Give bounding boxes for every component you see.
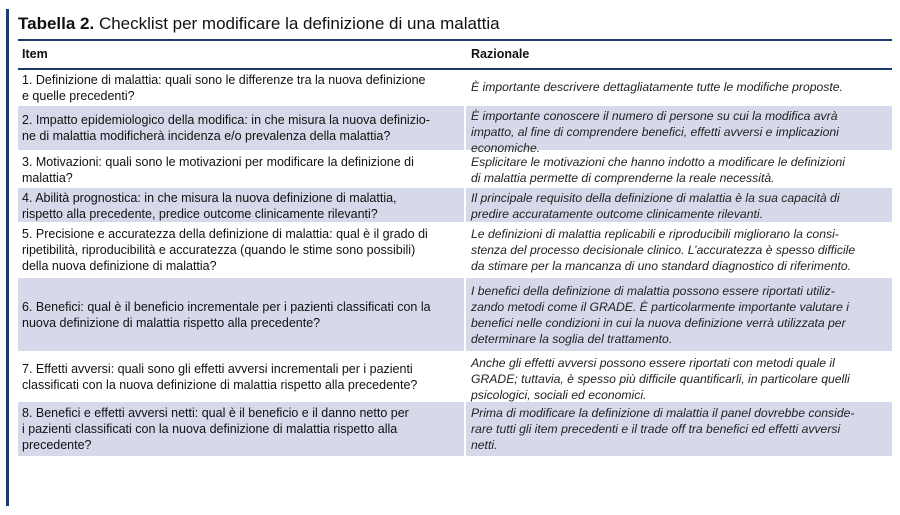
item-line: della nuova definizione di malattia? [22,259,217,273]
rationale-line: È importante conoscere il numero di persone su cui la modifica avrà [471,109,838,123]
rationale-line: predire accuratamente outcome clinicamente rilevanti. [471,207,763,221]
rationale-line: stenza del processo decisionale clinico. L’accuratezza è spesso difficile [471,243,856,257]
item-line: 5. Precisione e accuratezza della definizione di malattia: qual è il grado di [22,227,428,241]
item-line: rispetto alla precedente, predice outcome clinicamente rilevanti? [22,207,378,221]
rationale-cell [471,226,886,274]
item-line: ripetibilità, riproducibilità e accuratezza (quando le stime sono possibili) [22,243,416,257]
item-line: i pazienti classificati con la nuova definizione di malattia rispetto alla [22,422,398,436]
item-line: 8. Benefici e effetti avversi netti: qual è il beneficio e il danno netto per [22,406,409,420]
table-figure [6,9,892,506]
rationale-line: Prima di modificare la definizione di malattia il panel dovrebbe conside- [471,406,855,420]
item-cell [22,299,460,331]
rationale-line: Le definizioni di malattia replicabili e riproducibili migliorano la consi- [471,227,839,241]
item-cell [22,226,460,274]
left-accent-bar [6,9,9,506]
column-divider [464,106,466,150]
table-caption: Checklist per modificare la definizione di una malattia [98,14,500,33]
item-line: e quelle precedenti? [22,89,135,103]
column-header-rationale: Razionale [471,47,530,61]
rationale-line: Anche gli effetti avversi possono essere riportati con metodi quale il [471,356,835,370]
item-line: 7. Effetti avversi: quali sono gli effetti avversi incrementali per i pazienti [22,362,413,376]
column-divider [464,70,466,104]
item-line: classificati con la nuova definizione di malattia rispetto alla precedente? [22,378,418,392]
rationale-cell [471,405,886,453]
column-divider [464,353,466,400]
rationale-line: zando metodi come il GRADE. È particolarmente importante valutare i [471,300,849,314]
table-header [18,42,892,68]
rationale-line: psicologici, sociali ed economici. [471,388,647,402]
table-row [18,152,892,188]
table-row [18,106,892,155]
item-line: nuova definizione di malattia rispetto alla precedente? [22,316,321,330]
item-line: 4. Abilità prognostica: in che misura la nuova definizione di malattia, [22,191,397,205]
rationale-line: economiche. [471,141,541,155]
top-rule [18,39,892,41]
table-title [18,13,500,35]
table-number: Tabella 2. [18,14,95,33]
item-cell [22,190,460,222]
rationale-line: netti. [471,438,498,452]
item-line: precedente? [22,438,92,452]
table-row [18,70,892,106]
rationale-line: È importante descrivere dettagliatamente tutte le modifiche proposte. [471,80,843,94]
item-cell [22,112,460,144]
item-cell [22,72,460,104]
column-divider [464,152,466,186]
rationale-cell [471,190,886,222]
table-row [18,402,892,458]
rationale-cell [471,154,886,186]
rationale-line: Il principale requisito della definizione di malattia è la sua capacità di [471,191,840,205]
item-line: malattia? [22,171,73,185]
column-divider [464,402,466,456]
rationale-line: Esplicitare le motivazioni che hanno indotto a modificare le definizioni [471,155,845,169]
rationale-cell [471,355,886,403]
table-body [18,70,892,458]
item-line: ne di malattia modificherà incidenza e/o prevalenza della malattia? [22,129,391,143]
item-cell [22,154,460,186]
item-line: 6. Benefici: qual è il beneficio incrementale per i pazienti classificati con la [22,300,431,314]
item-line: 3. Motivazioni: quali sono le motivazioni per modificare la definizione di [22,155,414,169]
rationale-line: impatto, al fine di comprendere benefici, effetti avversi e implicazioni [471,125,839,139]
rationale-line: GRADE; tuttavia, è spesso più difficile quantificarli, in particolare quelli [471,372,850,386]
rationale-line: benefici nelle condizioni in cui la nuova definizione verrà utilizzata per [471,316,846,330]
item-line: 2. Impatto epidemiologico della modifica: in che misura la nuova definizio- [22,113,430,127]
table-row [18,224,892,278]
item-cell [22,405,460,453]
rationale-cell [471,283,886,347]
table-row [18,188,892,224]
rationale-line: da stimare per la mancanza di uno standard diagnostico di riferimento. [471,259,852,273]
rationale-line: rare tutti gli item precedenti e il trade off tra benefici ed effetti avversi [471,422,841,436]
rationale-line: di malattia permette di comprenderne la reale necessità. [471,171,775,185]
column-divider [464,188,466,222]
item-line: 1. Definizione di malattia: quali sono le differenze tra la nuova definizione [22,73,426,87]
column-divider [464,278,466,351]
rationale-cell [471,108,886,156]
rationale-line: determinare la soglia del trattamento. [471,332,673,346]
column-divider [464,224,466,276]
table-row [18,278,892,353]
table-row [18,353,892,402]
rationale-cell [471,79,886,95]
rationale-line: I benefici della definizione di malattia possono essere riportati utiliz- [471,284,835,298]
item-cell [22,361,460,393]
column-header-item: Item [22,47,48,61]
